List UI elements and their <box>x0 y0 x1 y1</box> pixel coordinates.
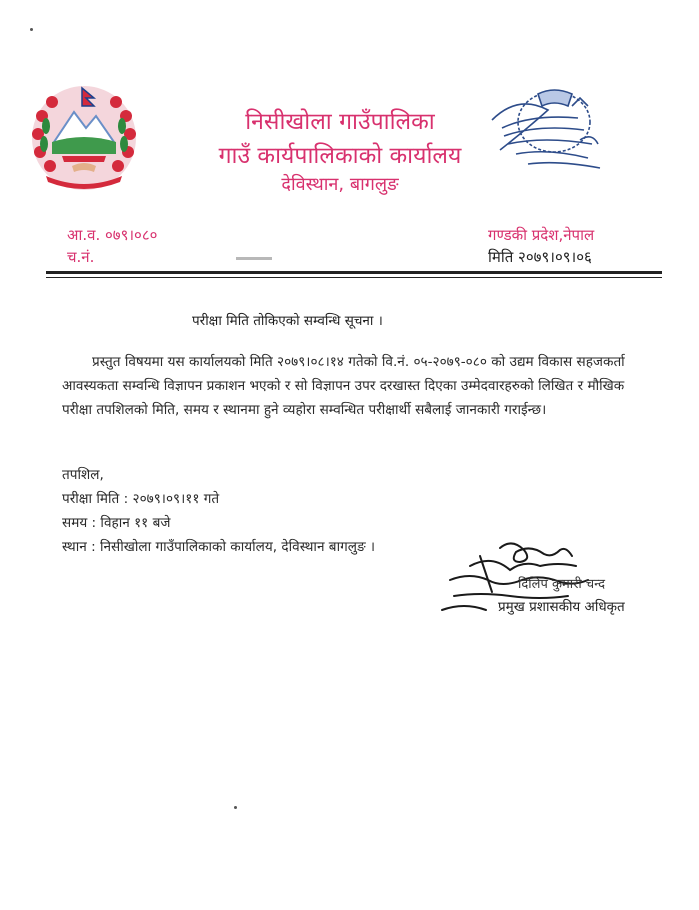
scan-speck <box>30 28 33 31</box>
exam-time-line: समय : विहान ११ बजे <box>62 515 171 531</box>
exam-place-line: स्थान : निसीखोला गाउँपालिकाको कार्यालय, देविस्थान बागलुङ । <box>62 539 376 555</box>
exam-date-line: परीक्षा मिति : २०७९।०९।११ गते <box>62 491 220 507</box>
letter-date: मिति २०७९।०९।०६ <box>488 248 592 266</box>
signatory-name: दिलिप कुमारी चन्द <box>518 577 606 592</box>
notice-body: प्रस्तुत विषयमा यस कार्यालयको मिति २०७९।०८।१४ गतेको वि.नं. ०५-२०७९-०८० को उद्यम विकास सहजकर्ता आवस्यकता सम्वन्धि विज्ञापन प्रकाशन भएको र सो विज्ञापन उपर दरखास्त दिएका उम्मेदवारहरुको लिखित र मौखिक परीक्षा तपशिलको मिति, समय र स्थानमा हुने व्यहोरा सम्वन्धित परीक्षार्थी सबैलाई जानकारी गराईन्छ। <box>62 354 625 418</box>
province-label: गण्डकी प्रदेश,नेपाल <box>488 226 595 244</box>
dispatch-number: च.नं. <box>67 248 95 266</box>
header-divider-thin <box>46 277 662 278</box>
nepal-emblem-icon <box>28 82 140 194</box>
signatory-title: प्रमुख प्रशासकीय अधिकृत <box>498 599 625 615</box>
scan-speck <box>234 806 237 809</box>
exam-details <box>62 463 375 559</box>
office-name: निसीखोला गाउँपालिका <box>245 109 435 135</box>
notice-subject: परीक्षा मिति तोकिएको सम्वन्धि सूचना । <box>192 313 383 329</box>
ink-smudge <box>236 257 272 260</box>
office-address: देविस्थान, बागलुङ <box>281 174 399 195</box>
details-heading: तपशिल, <box>62 467 104 483</box>
office-subtitle: गाउँ कार्यपालिकाको कार्यालय <box>218 143 462 169</box>
fiscal-year: आ.व. ०७९।०८० <box>67 226 158 244</box>
header-divider-thick <box>46 271 662 274</box>
